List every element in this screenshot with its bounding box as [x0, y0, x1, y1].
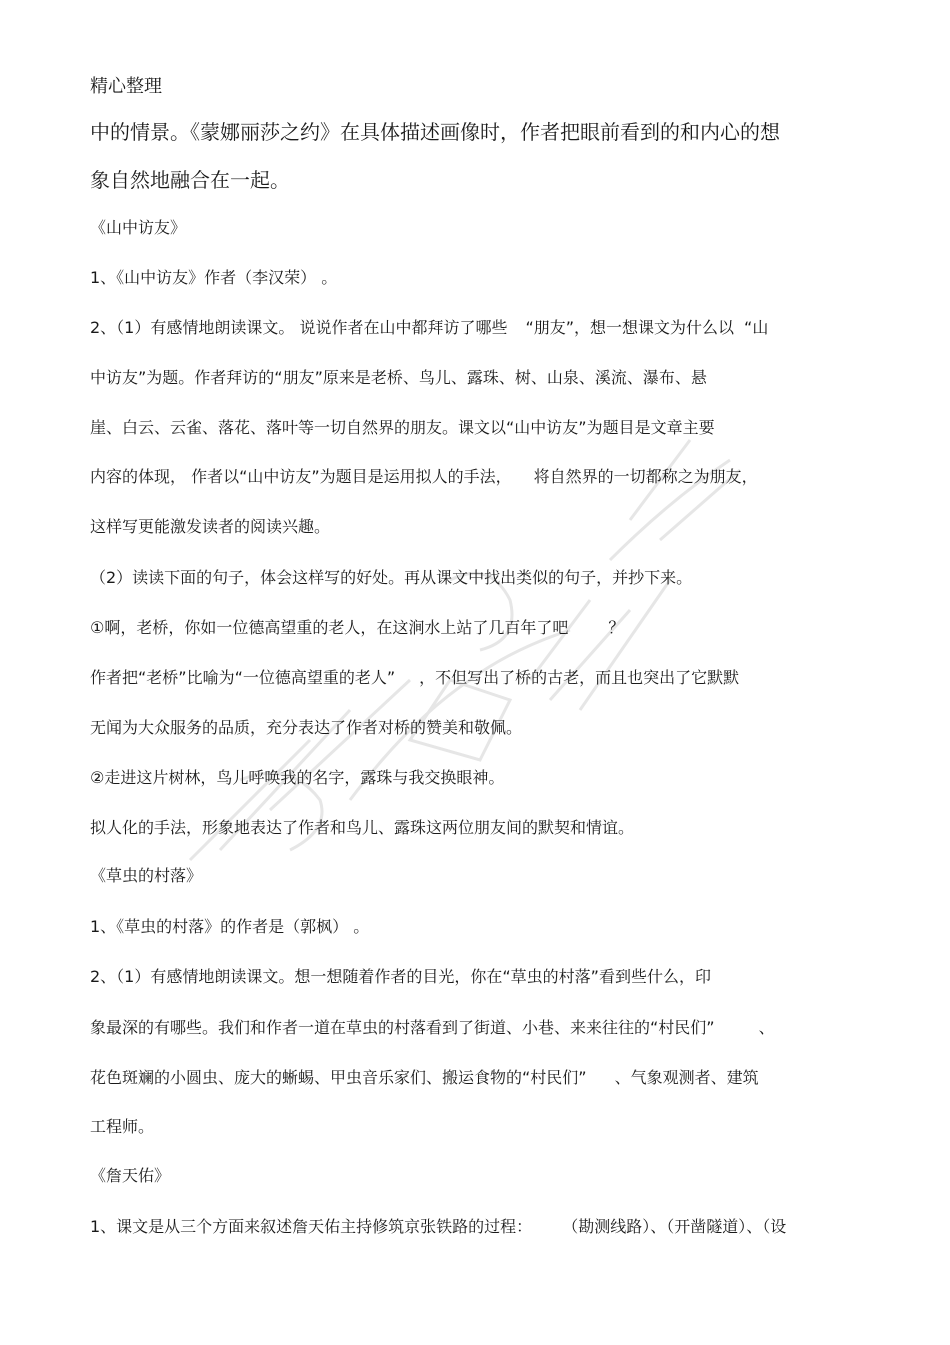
paragraph-line: 中访友”为题。作者拜访的“朋友”原来是老桥、鸟儿、露珠、树、山泉、溪流、瀑布、悬	[90, 368, 707, 387]
text-span: “山	[744, 318, 769, 337]
text-span: 花色斑斓的小圆虫、庞大的蜥蜴、甲虫音乐家们、搬运食物的“村民们”	[90, 1068, 587, 1087]
text-span: 象最深的有哪些。我们和作者一道在草虫的村落看到了街道、小巷、来来往往的“村民们”	[90, 1018, 715, 1037]
example-sentence	[90, 618, 624, 638]
question-line: （2）读读下面的句子，体会这样写的好处。再从课文中找出类似的句子，并抄下来。	[90, 568, 693, 587]
question-line	[90, 318, 768, 338]
text-span: 作者把“老桥”比喻为“一位德高望重的老人”	[90, 668, 396, 687]
question-line: 1、《草虫的村落》的作者是（郭枫） 。	[90, 917, 370, 936]
text-span: 、气象观测者、建筑	[614, 1068, 759, 1087]
section-title-zhantianyou: 《詹天佑》	[90, 1166, 171, 1185]
question-line: 1、《山中访友》作者（李汉荣） 。	[90, 268, 338, 287]
paragraph-line	[90, 467, 758, 487]
paragraph-line: 工程师。	[90, 1117, 155, 1136]
page-header: 精心整理	[90, 76, 162, 97]
text-span: 内容的体现， 作者以“山中访友”为题目是运用拟人的手法，	[90, 467, 512, 486]
answer-line: 拟人化的手法，形象地表达了作者和鸟儿、露珠这两位朋友间的默契和情谊。	[90, 818, 635, 837]
text-span: ？	[608, 618, 625, 637]
question-line	[90, 1217, 786, 1237]
text-span: 将自然界的一切都称之为朋友，	[533, 467, 758, 486]
paragraph-line: 这样写更能激发读者的阅读兴趣。	[90, 517, 331, 536]
text-span: ，不但写出了桥的古老，而且也突出了它默默	[419, 668, 740, 687]
section-title-caochong: 《草虫的村落》	[90, 866, 203, 885]
paragraph-line	[90, 1018, 775, 1038]
section-title-shanzhong: 《山中访友》	[90, 218, 187, 237]
paragraph-line: 崖、白云、云雀、落花、落叶等一切自然界的朋友。课文以“山中访友”为题目是文章主要	[90, 418, 715, 437]
paragraph-line: 中的情景。《蒙娜丽莎之约》在具体描述画像时，作者把眼前看到的和内心的想	[90, 120, 780, 144]
paragraph-line: 象自然地融合在一起。	[90, 168, 290, 192]
answer-line: 无闻为大众服务的品质，充分表达了作者对桥的赞美和敬佩。	[90, 718, 523, 737]
text-span: （勘测线路）、（开凿隧道）、（设	[562, 1217, 787, 1236]
text-span: 1、课文是从三个方面来叙述詹天佑主持修筑京张铁路的过程：	[90, 1217, 533, 1236]
paragraph-line	[90, 1068, 759, 1088]
question-line: 2、（1）有感情地朗读课文。想一想随着作者的目光，你在“草虫的村落”看到些什么，印	[90, 967, 711, 986]
text-span: 、	[758, 1018, 775, 1037]
answer-line	[90, 668, 739, 688]
text-span: ①啊，老桥，你如一位德高望重的老人，在这涧水上站了几百年了吧	[90, 618, 569, 637]
text-span: 2、（1）有感情地朗读课文。 说说作者在山中都拜访了哪些	[90, 318, 508, 337]
example-sentence: ②走进这片树林，鸟儿呼唤我的名字，露珠与我交换眼神。	[90, 768, 505, 787]
text-span: “朋友”，想一想课文为什么以	[525, 318, 735, 337]
